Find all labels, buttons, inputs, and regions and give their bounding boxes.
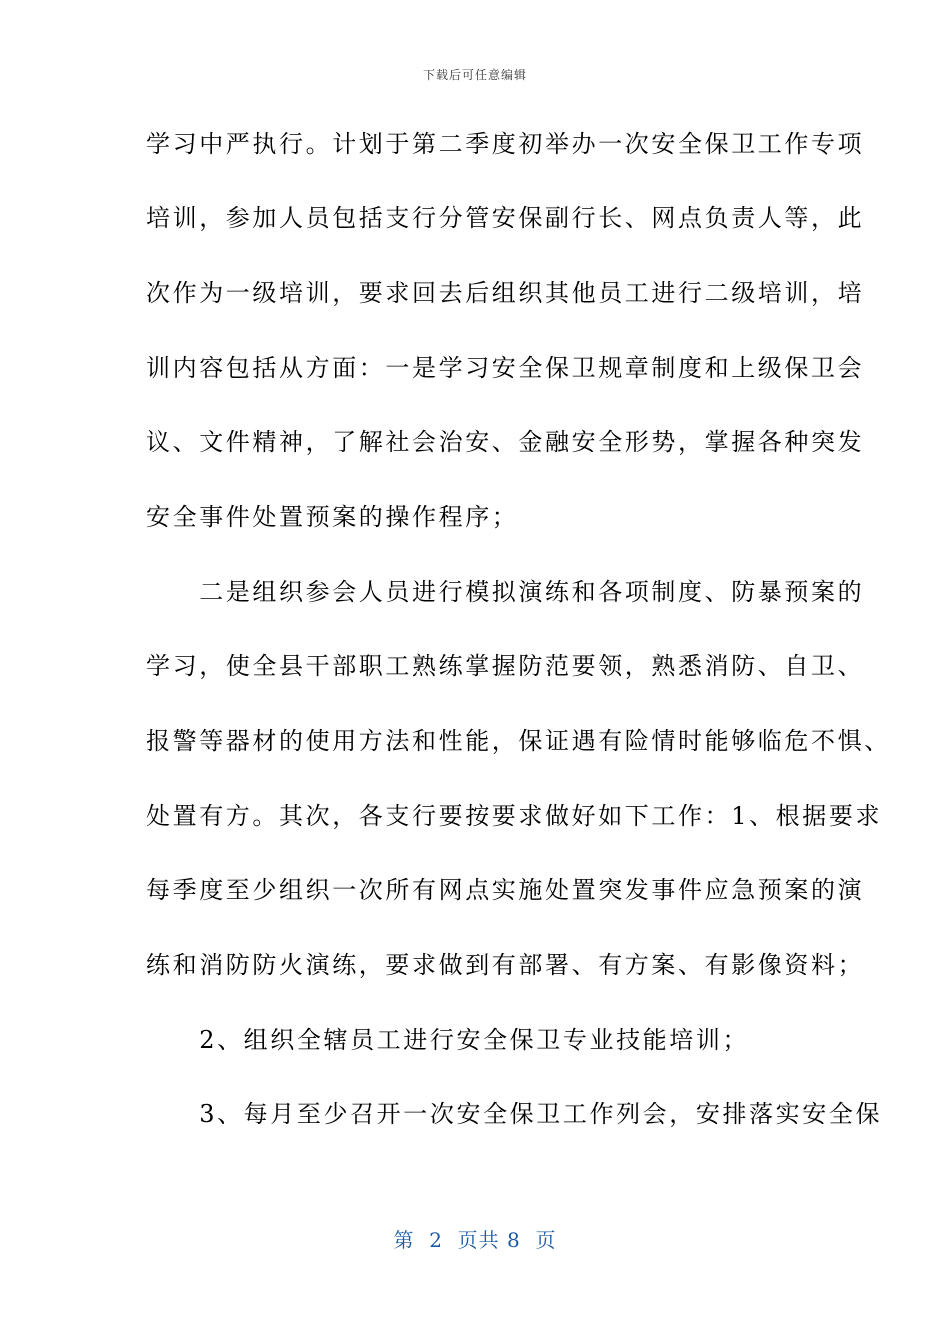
- text-line: 训内容包括从方面：一是学习安全保卫规章制度和上级保卫会: [146, 354, 865, 382]
- text-line: 报警等器材的使用方法和性能，保证遇有险情时能够临危不惧、: [146, 727, 891, 755]
- text-line: 学习中严执行。计划于第二季度初举办一次安全保卫工作专项: [146, 130, 865, 158]
- text-line: 二是组织参会人员进行模拟演练和各项制度、防暴预案的: [146, 578, 865, 606]
- text-line: 学习，使全县干部职工熟练掌握防范要领，熟悉消防、自卫、: [146, 652, 865, 680]
- text-line: 议、文件精神，了解社会治安、金融安全形势，掌握各种突发: [146, 428, 865, 456]
- text-line: 培训，参加人员包括支行分管安保副行长、网点负责人等，此: [146, 204, 865, 232]
- text-line: 3、每月至少召开一次安全保卫工作列会，安排落实安全保: [146, 1100, 883, 1128]
- text-line: 每季度至少组织一次所有网点实施处置突发事件应急预案的演: [146, 876, 865, 904]
- page-header: 下载后可任意编辑: [422, 68, 527, 82]
- text-line: 处置有方。其次，各支行要按要求做好如下工作：1、根据要求: [146, 802, 883, 830]
- text-line: 次作为一级培训，要求回去后组织其他员工进行二级培训，培: [146, 279, 865, 307]
- text-line: 2、组织全辖员工进行安全保卫专业技能培训；: [146, 1026, 750, 1054]
- page-number: 第 2 页共 8 页: [393, 1228, 557, 1252]
- text-line: 安全事件处置预案的操作程序；: [146, 503, 519, 531]
- text-line: 练和消防防火演练，要求做到有部署、有方案、有影像资料；: [146, 951, 865, 979]
